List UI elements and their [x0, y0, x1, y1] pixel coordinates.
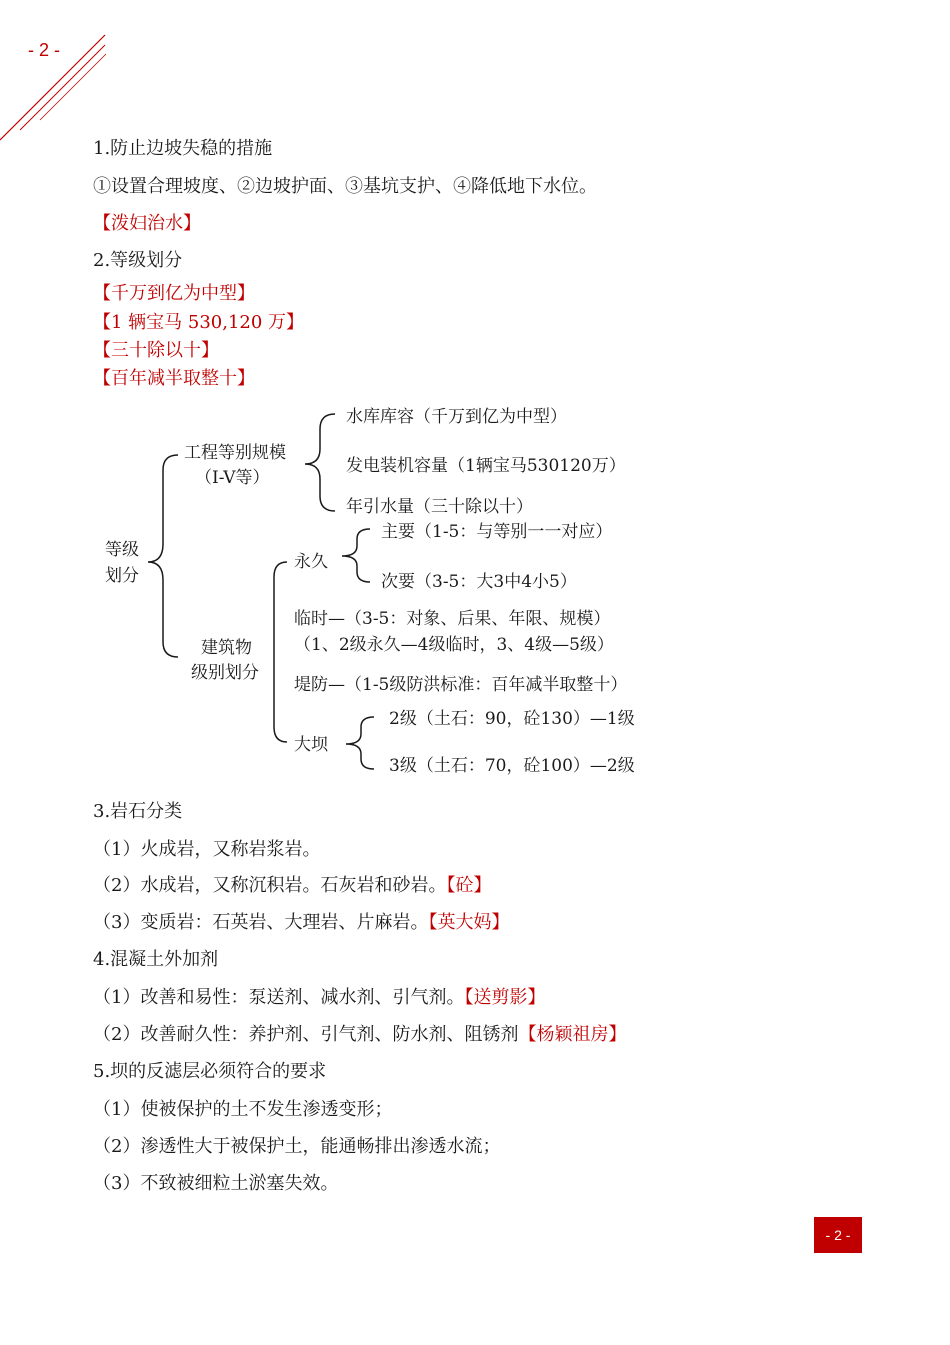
tree-permanent-minor: 次要（3-5：大3中4小5）: [381, 572, 577, 592]
section-4-item-2-mnemonic: 【杨颖祖房】: [518, 1024, 627, 1045]
section-5-title: 5.坝的反滤层必须符合的要求: [93, 1061, 327, 1082]
section-4-item-1: [93, 986, 545, 1010]
tree-permanent-major: 主要（1-5：与等别一一对应）: [381, 522, 613, 542]
tree-temporary-line-1: 临时—（3-5：对象、后果、年限、规模）: [294, 609, 611, 629]
section-4-item-1-mnemonic: 【送剪影】: [464, 987, 546, 1008]
tree-root-line-2: 划分: [105, 566, 139, 586]
tree-permanent: 永久: [294, 552, 328, 572]
tree-branch-1-line-1: 工程等别规模: [184, 443, 286, 463]
section-1-body: ①设置合理坡度、②边坡护面、③基坑支护、④降低地下水位。: [93, 176, 597, 197]
section-1-title: 1.防止边坡失稳的措施: [93, 138, 273, 159]
section-1-mnemonic: 【泼妇治水】: [93, 213, 201, 234]
section-4-item-2: [93, 1023, 626, 1047]
section-4-item-2-text: （2）改善耐久性：养护剂、引气剂、防水剂、阻锈剂: [93, 1024, 519, 1045]
tree-temporary-line-2: （1、2级永久—4级临时，3、4级—5级）: [294, 635, 614, 655]
tree-root-line-1: 等级: [105, 540, 139, 560]
section-3-item-2-text: （2）水成岩，又称沉积岩。石灰岩和砂岩。: [93, 875, 447, 896]
tree-dam: 大坝: [294, 735, 328, 755]
section-3-item-1: （1）火成岩，又称岩浆岩。: [93, 839, 321, 860]
section-3-item-3-text: （3）变质岩：石英岩、大理岩、片麻岩。: [93, 912, 429, 933]
tree-branch-1-line-2: （I-V等）: [195, 468, 270, 488]
section-2-title: 2.等级划分: [93, 250, 183, 271]
tree-b1-child-2: 发电装机容量（1辆宝马530120万）: [346, 456, 626, 476]
tree-dam-child-2: 3级（土石：70，砼100）—2级: [389, 756, 635, 776]
section-2-mnemonic-3: 【三十除以十】: [93, 340, 219, 361]
tree-b1-child-1: 水库库容（千万到亿为中型）: [346, 407, 567, 427]
section-5-item-3: （3）不致被细粒土淤塞失效。: [93, 1173, 339, 1194]
page-number-top: - 2 -: [28, 40, 61, 60]
section-5-item-1: （1）使被保护的土不发生渗透变形；: [93, 1099, 393, 1120]
section-4-title: 4.混凝土外加剂: [93, 949, 219, 970]
tree-dike: 堤防—（1-5级防洪标准：百年减半取整十）: [294, 675, 628, 695]
section-3-item-3: [93, 911, 509, 935]
section-2-mnemonic-2: 【1 辆宝马 530,120 万】: [93, 312, 305, 333]
section-4-item-1-text: （1）改善和易性：泵送剂、减水剂、引气剂。: [93, 987, 465, 1008]
tree-b1-child-3: 年引水量（三十除以十）: [346, 497, 533, 517]
section-5-item-2: （2）渗透性大于被保护土，能通畅排出渗透水流；: [93, 1136, 501, 1157]
section-3-title: 3.岩石分类: [93, 801, 183, 822]
section-3-item-3-mnemonic: 【英大妈】: [428, 912, 510, 933]
section-2-mnemonic-1: 【千万到亿为中型】: [93, 283, 255, 304]
section-3-item-2-mnemonic: 【砼】: [446, 875, 492, 896]
tree-branch-2-line-1: 建筑物: [201, 638, 252, 658]
section-3-item-2: [93, 874, 491, 898]
tree-branch-2-line-2: 级别划分: [191, 663, 259, 683]
section-2-mnemonic-4: 【百年减半取整十】: [93, 368, 255, 389]
page-number-badge: - 2 -: [814, 1217, 862, 1253]
corner-decoration: [0, 30, 120, 150]
tree-dam-child-1: 2级（土石：90，砼130）—1级: [389, 709, 635, 729]
